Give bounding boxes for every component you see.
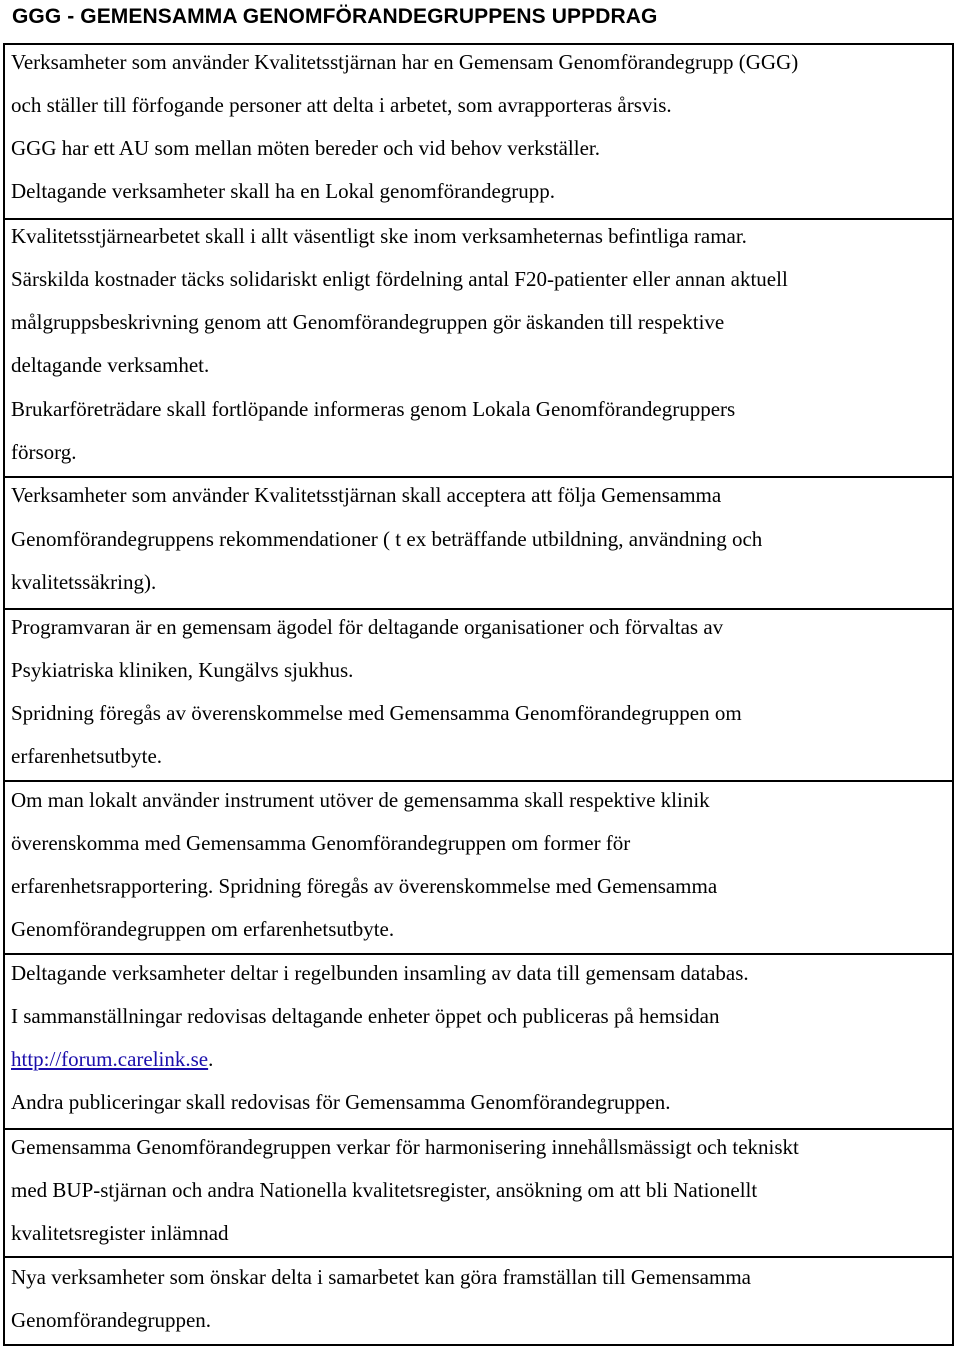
page-title: GGG - GEMENSAMMA GENOMFÖRANDEGRUPPENS UPPDRAG	[12, 5, 658, 28]
text-line: Genomförandegruppen.	[11, 1308, 212, 1332]
text-line: Om man lokalt använder instrument utöver de gemensamma skall respektive klinik	[11, 788, 710, 812]
text-line: Nya verksamheter som önskar delta i samarbetet kan göra framställan till Gemensamma	[11, 1265, 751, 1289]
text-line: överenskomma med Gemensamma Genomförandegruppen om former för	[11, 831, 631, 855]
text-line: Verksamheter som använder Kvalitetsstjärnan skall acceptera att följa Gemensamma	[11, 483, 722, 507]
row-divider	[3, 953, 954, 955]
text-line: Deltagande verksamheter skall ha en Lokal genomförandegrupp.	[11, 179, 556, 203]
text-line: Andra publiceringar skall redovisas för Gemensamma Genomförandegruppen.	[11, 1090, 671, 1114]
row-divider	[3, 608, 954, 610]
text-line: kvalitetsregister inlämnad	[11, 1221, 229, 1245]
text-line: Spridning föregås av överenskommelse med Gemensamma Genomförandegruppen om	[11, 701, 742, 725]
text-line: med BUP-stjärnan och andra Nationella kvalitetsregister, ansökning om att bli Nationellt	[11, 1178, 758, 1202]
text-line: Kvalitetsstjärnearbetet skall i allt väsentligt ske inom verksamheternas befintliga ramar.	[11, 224, 747, 248]
text-line: GGG har ett AU som mellan möten bereder och vid behov verkställer.	[11, 136, 601, 160]
text-line: erfarenhetsutbyte.	[11, 744, 163, 768]
row-divider	[3, 1256, 954, 1258]
link-suffix: .	[208, 1047, 214, 1071]
row-divider	[3, 780, 954, 782]
text-line: försorg.	[11, 440, 77, 464]
text-line: Gemensamma Genomförandegruppen verkar för harmonisering innehållsmässigt och tekniskt	[11, 1135, 799, 1159]
text-line: Brukarföreträdare skall fortlöpande informeras genom Lokala Genomförandegruppers	[11, 397, 736, 421]
text-line: deltagande verksamhet.	[11, 353, 210, 377]
forum-link[interactable]: http://forum.carelink.se	[11, 1047, 209, 1071]
text-line: målgruppsbeskrivning genom att Genomförandegruppen gör äskanden till respektive	[11, 310, 725, 334]
text-line: kvalitetssäkring).	[11, 570, 157, 594]
text-line: Särskilda kostnader täcks solidariskt enligt fördelning antal F20-patienter eller annan aktuell	[11, 267, 788, 291]
text-line: och ställer till förfogande personer att delta i arbetet, som avrapporteras årsvis.	[11, 93, 672, 117]
row-divider	[3, 218, 954, 220]
text-line: Deltagande verksamheter deltar i regelbunden insamling av data till gemensam databas.	[11, 961, 749, 985]
text-line: Psykiatriska kliniken, Kungälvs sjukhus.	[11, 658, 354, 682]
text-line: Genomförandegruppens rekommendationer ( t ex beträffande utbildning, användning och	[11, 527, 763, 551]
row-divider	[3, 1128, 954, 1130]
text-line: Genomförandegruppen om erfarenhetsutbyte.	[11, 917, 395, 941]
text-line: I sammanställningar redovisas deltagande enheter öppet och publiceras på hemsidan	[11, 1004, 720, 1028]
text-line: Programvaran är en gemensam ägodel för deltagande organisationer och förvaltas av	[11, 615, 724, 639]
text-line: erfarenhetsrapportering. Spridning föregås av överenskommelse med Gemensamma	[11, 874, 718, 898]
text-line: Verksamheter som använder Kvalitetsstjärnan har en Gemensam Genomförandegrupp (GGG)	[11, 50, 799, 74]
row-divider	[3, 476, 954, 478]
link-line	[11, 1046, 213, 1072]
